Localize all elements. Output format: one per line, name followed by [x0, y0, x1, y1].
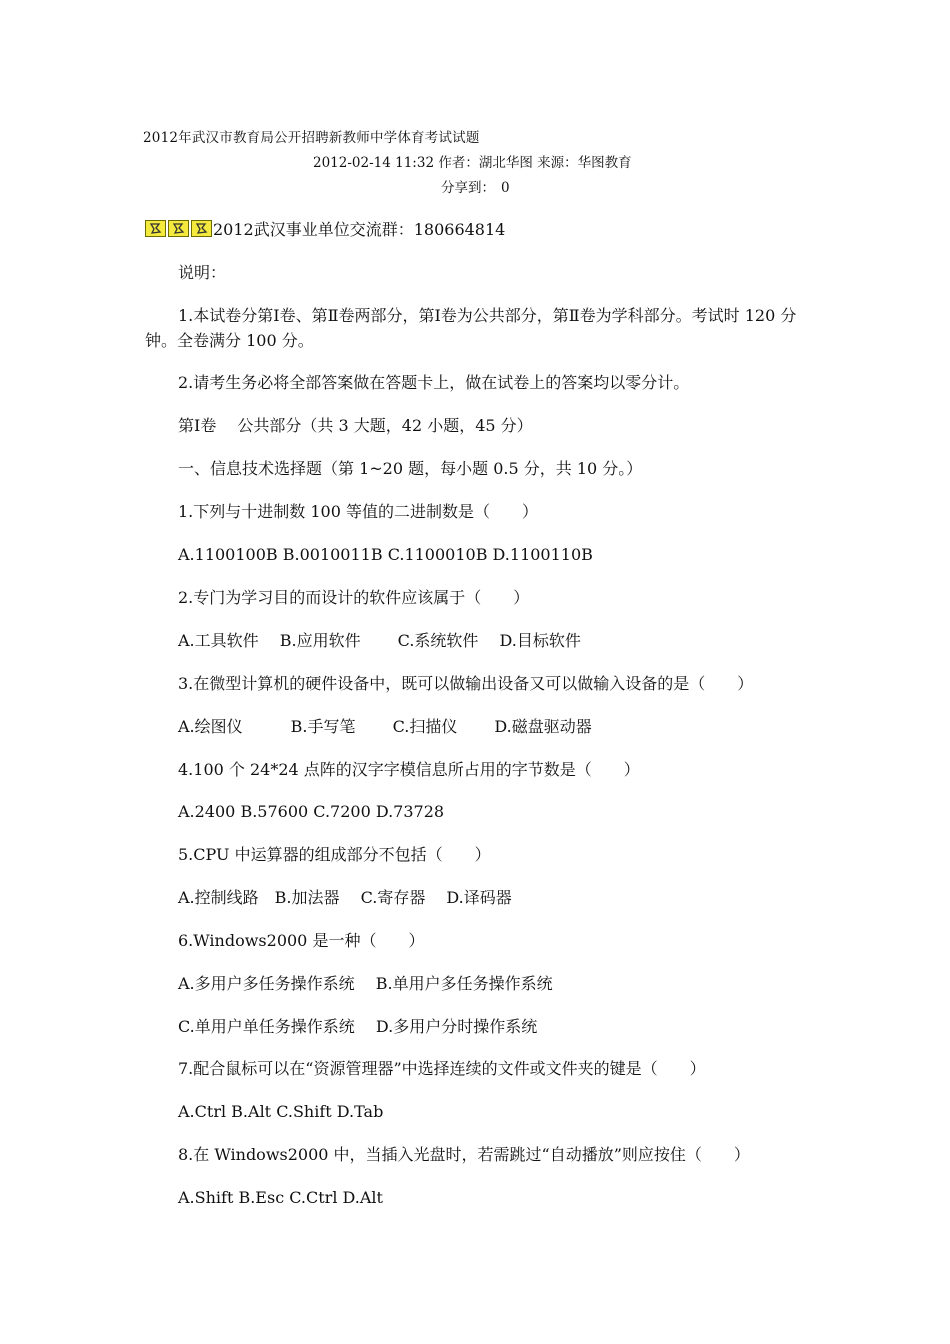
question-1-options: A.1100100B B.0010011B C.1100010B D.1100110B [178, 545, 593, 564]
question-2-options: A.工具软件 B.应用软件 C.系统软件 D.目标软件 [178, 631, 581, 650]
qq-group-icon[interactable] [145, 220, 166, 237]
question-8-options: A.Shift B.Esc C.Ctrl D.Alt [178, 1188, 383, 1207]
article-meta: 2012-02-14 11:32 作者：湖北华图 来源：华图教育 [313, 155, 632, 171]
explain-label: 说明： [178, 263, 227, 282]
note-1: 1.本试卷分第Ⅰ卷、第Ⅱ卷两部分，第Ⅰ卷为公共部分，第Ⅱ卷为学科部分。考试时 120 分钟。全卷满分 100 分。 [145, 306, 797, 350]
question-6-options-cd: C.单用户单任务操作系统 D.多用户分时操作系统 [178, 1017, 538, 1036]
qq-group-icons [145, 220, 212, 237]
part-1-heading: 第Ⅰ卷 公共部分（共 3 大题，42 小题，45 分） [178, 416, 533, 435]
question-3: 3.在微型计算机的硬件设备中，既可以做输出设备又可以做输入设备的是（ ） [178, 674, 754, 693]
question-4: 4.100 个 24*24 点阵的汉字字模信息所占用的字节数是（ ） [178, 760, 640, 779]
question-1: 1.下列与十进制数 100 等值的二进制数是（ ） [178, 502, 538, 521]
qq-group-text: 2012武汉事业单位交流群：180664814 [213, 220, 506, 239]
qq-group-icon[interactable] [168, 220, 189, 237]
section-1-heading: 一、信息技术选择题（第 1~20 题，每小题 0.5 分，共 10 分。） [178, 459, 643, 478]
question-5-options: A.控制线路 B.加法器 C.寄存器 D.译码器 [178, 888, 512, 907]
question-6: 6.Windows2000 是一种（ ） [178, 931, 425, 950]
question-4-options: A.2400 B.57600 C.7200 D.73728 [178, 802, 445, 821]
share-label: 分享到： [441, 180, 495, 196]
question-7: 7.配合鼠标可以在“资源管理器”中选择连续的文件或文件夹的键是（ ） [178, 1059, 706, 1078]
question-5: 5.CPU 中运算器的组成部分不包括（ ） [178, 845, 491, 864]
question-7-options: A.Ctrl B.Alt C.Shift D.Tab [178, 1102, 384, 1121]
question-3-options: A.绘图仪 B.手写笔 C.扫描仪 D.磁盘驱动器 [178, 717, 592, 736]
qq-group-icon[interactable] [191, 220, 212, 237]
article-title: 2012年武汉市教育局公开招聘新教师中学体育考试试题 [143, 130, 480, 146]
note-2: 2.请考生务必将全部答案做在答题卡上，做在试卷上的答案均以零分计。 [178, 373, 690, 392]
share-line [441, 176, 510, 196]
question-8: 8.在 Windows2000 中，当插入光盘时，若需跳过“自动播放”则应按住（ ） [178, 1145, 750, 1164]
share-count: 0 [501, 180, 510, 196]
qq-group-line [145, 217, 505, 240]
question-2: 2.专门为学习目的而设计的软件应该属于（ ） [178, 588, 530, 607]
question-6-options-ab: A.多用户多任务操作系统 B.单用户多任务操作系统 [178, 974, 553, 993]
